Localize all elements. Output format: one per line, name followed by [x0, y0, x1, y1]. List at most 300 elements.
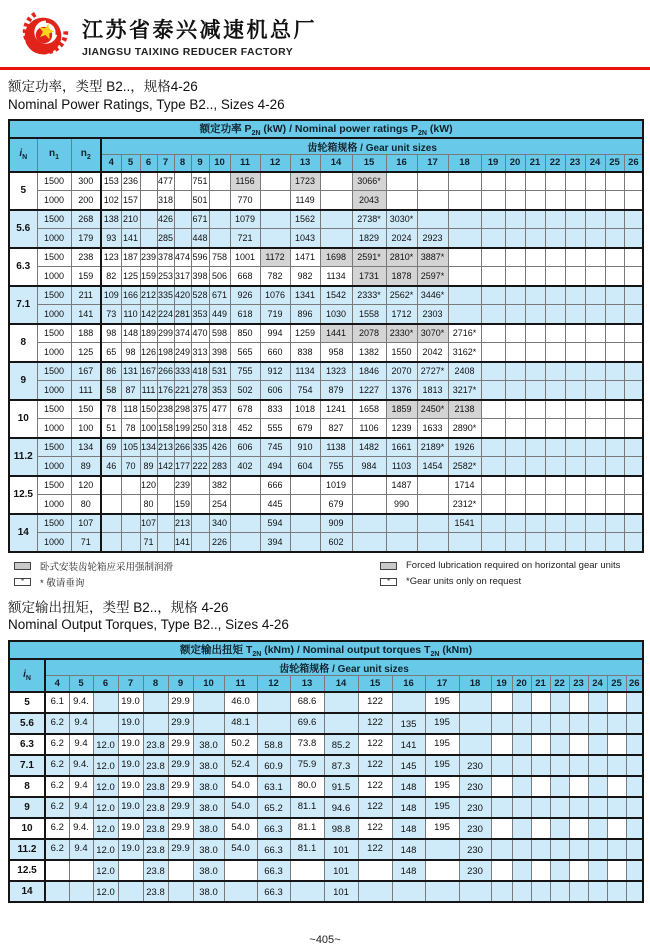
power-cell-size-6: 111: [140, 381, 157, 400]
legend-text: *Gear units only on request: [406, 576, 522, 588]
size-header-13: 13: [290, 155, 320, 172]
power-cell-size-14: 1019: [320, 476, 352, 495]
power-cell-size-11: 402: [230, 457, 260, 476]
power-cell-size-7: 253: [157, 267, 174, 286]
power-cell-size-19: [481, 419, 505, 438]
power-cell-size-6: [140, 229, 157, 248]
size-header-24: 24: [588, 675, 607, 692]
power-cell-size-5: 118: [121, 400, 140, 419]
power-cell-size-7: 378: [157, 248, 174, 267]
power-row-i11.2-n1500: [9, 438, 643, 457]
power-cell-size-12: 660: [260, 343, 290, 362]
power-cell-size-14: 679: [320, 495, 352, 514]
power-cell-size-20: [505, 248, 525, 267]
torque-cell-size-26: [626, 776, 643, 797]
torque-section-title: [0, 591, 650, 640]
power-cell-size-13: 1341: [290, 286, 320, 305]
torque-cell-size-8: 23.8: [143, 755, 168, 776]
power-cell-size-20: [505, 381, 525, 400]
power-cell-size-21: [525, 514, 545, 533]
ratio-cell-14: 14: [9, 514, 37, 552]
power-cell-size-15: [352, 495, 386, 514]
power-cell-size-16: 1103: [386, 457, 417, 476]
torque-cell-size-18: 230: [459, 860, 491, 881]
torque-cell-size-23: [569, 860, 588, 881]
size-header-20: 20: [505, 155, 525, 172]
torque-cell-size-20: [512, 755, 531, 776]
power-cell-size-15: 1829: [352, 229, 386, 248]
n2-cell: 300: [71, 172, 101, 191]
power-cell-size-4: 123: [101, 248, 121, 267]
power-cell-size-15: [352, 514, 386, 533]
power-cell-size-16: 990: [386, 495, 417, 514]
power-cell-size-19: [481, 400, 505, 419]
power-cell-size-25: [605, 267, 624, 286]
power-cell-size-26: [624, 400, 643, 419]
power-cell-size-11: 618: [230, 305, 260, 324]
power-cell-size-23: [565, 362, 585, 381]
ratio-cell-12.5: 12.5: [9, 860, 45, 881]
power-cell-size-4: 82: [101, 267, 121, 286]
n1-cell: 1500: [37, 210, 71, 229]
power-cell-size-19: [481, 533, 505, 552]
power-table-title-row: [9, 120, 643, 138]
torque-cell-size-10: 38.0: [193, 818, 224, 839]
torque-cell-size-9: [168, 881, 193, 902]
torque-cell-size-19: [491, 776, 512, 797]
torque-cell-size-14: 101: [324, 839, 358, 860]
torque-cell-size-21: [531, 839, 550, 860]
input-speed-column-header: $n_1$: [37, 138, 71, 172]
power-cell-size-8: 333: [174, 362, 191, 381]
power-cell-size-21: [525, 324, 545, 343]
power-cell-size-15: 2043: [352, 191, 386, 210]
power-cell-size-23: [565, 248, 585, 267]
torque-cell-size-21: [531, 797, 550, 818]
size-header-6: 6: [140, 155, 157, 172]
ratio-cell-5.6: 5.6: [9, 713, 45, 734]
power-cell-size-10: 671: [209, 286, 230, 305]
power-cell-size-9: 375: [191, 400, 209, 419]
gear-unit-sizes-label: 齿轮箱规格 / Gear unit sizes: [45, 659, 643, 676]
torque-cell-size-19: [491, 860, 512, 881]
torque-cell-size-20: [512, 797, 531, 818]
n1-cell: 1500: [37, 362, 71, 381]
torque-cell-size-5: 9.4: [69, 734, 93, 755]
torque-cell-size-10: [193, 692, 224, 713]
power-cell-size-24: [585, 324, 605, 343]
torque-cell-size-19: [491, 755, 512, 776]
power-cell-size-6: 107: [140, 514, 157, 533]
power-cell-size-4: 98: [101, 324, 121, 343]
torque-cell-size-22: [550, 755, 569, 776]
torque-cell-size-4: 6.2: [45, 734, 69, 755]
power-cell-size-9: 418: [191, 362, 209, 381]
torque-cell-size-7: 19.0: [118, 713, 143, 734]
torque-cell-size-13: 81.1: [290, 818, 324, 839]
torque-cell-size-23: [569, 713, 588, 734]
n1-cell: 1500: [37, 286, 71, 305]
power-cell-size-7: 224: [157, 305, 174, 324]
power-cell-size-16: 2024: [386, 229, 417, 248]
power-cell-size-8: 281: [174, 305, 191, 324]
power-cell-size-18: 3162*: [448, 343, 481, 362]
power-cell-size-11: 502: [230, 381, 260, 400]
torque-cell-size-8: 23.8: [143, 860, 168, 881]
power-cell-size-5: 87: [121, 381, 140, 400]
power-cell-size-25: [605, 191, 624, 210]
torque-cell-size-17: [425, 881, 459, 902]
power-cell-size-6: 71: [140, 533, 157, 552]
power-cell-size-21: [525, 343, 545, 362]
power-cell-size-10: [209, 210, 230, 229]
torque-cell-size-11: 52.4: [224, 755, 257, 776]
power-cell-size-6: 89: [140, 457, 157, 476]
power-cell-size-23: [565, 381, 585, 400]
ratio-column-header: $i_N$: [9, 138, 37, 172]
power-cell-size-10: 226: [209, 533, 230, 552]
torque-size-header-row: [9, 675, 643, 692]
power-cell-size-25: [605, 172, 624, 191]
power-row-i9-n1000: [9, 381, 643, 400]
torque-cell-size-16: [392, 692, 425, 713]
n1-cell: 1500: [37, 514, 71, 533]
power-cell-size-13: 1149: [290, 191, 320, 210]
torque-cell-size-25: [607, 755, 626, 776]
power-cell-size-13: 1562: [290, 210, 320, 229]
power-cell-size-23: [565, 400, 585, 419]
power-cell-size-5: 157: [121, 191, 140, 210]
power-cell-size-16: 1878: [386, 267, 417, 286]
power-cell-size-14: 1698: [320, 248, 352, 267]
power-cell-size-22: [545, 400, 565, 419]
power-cell-size-16: [386, 172, 417, 191]
torque-cell-size-16: 148: [392, 839, 425, 860]
power-row-i12.5-n1500: [9, 476, 643, 495]
power-cell-size-10: 477: [209, 400, 230, 419]
power-cell-size-25: [605, 476, 624, 495]
power-cell-size-26: [624, 438, 643, 457]
brand-text: [82, 14, 317, 58]
legend: [14, 559, 650, 591]
power-cell-size-20: [505, 457, 525, 476]
size-header-23: 23: [569, 675, 588, 692]
torque-cell-size-5: 9.4: [69, 839, 93, 860]
n2-cell: 120: [71, 476, 101, 495]
size-header-15: 15: [358, 675, 392, 692]
power-cell-size-25: [605, 210, 624, 229]
power-cell-size-8: 141: [174, 533, 191, 552]
torque-cell-size-22: [550, 734, 569, 755]
torque-cell-size-8: 23.8: [143, 818, 168, 839]
torque-cell-size-11: 54.0: [224, 776, 257, 797]
torque-cell-size-21: [531, 776, 550, 797]
torque-cell-size-23: [569, 797, 588, 818]
power-cell-size-21: [525, 305, 545, 324]
n1-cell: 1000: [37, 533, 71, 552]
power-cell-size-20: [505, 305, 525, 324]
power-cell-size-15: 1846: [352, 362, 386, 381]
torque-cell-size-13: 73.8: [290, 734, 324, 755]
power-cell-size-26: [624, 419, 643, 438]
size-header-26: 26: [624, 155, 643, 172]
power-cell-size-10: 254: [209, 495, 230, 514]
torque-cell-size-23: [569, 881, 588, 902]
power-cell-size-16: 1859: [386, 400, 417, 419]
power-cell-size-7: [157, 533, 174, 552]
power-cell-size-9: [191, 495, 209, 514]
power-cell-size-11: 721: [230, 229, 260, 248]
output-speed-column-header: $n_2$: [71, 138, 101, 172]
power-cell-size-13: 838: [290, 343, 320, 362]
legend-item-on-request-en: [380, 575, 620, 589]
power-cell-size-17: [417, 191, 448, 210]
power-cell-size-19: [481, 476, 505, 495]
power-cell-size-12: 494: [260, 457, 290, 476]
ratio-cell-5: 5: [9, 692, 45, 713]
power-cell-size-11: 926: [230, 286, 260, 305]
torque-cell-size-8: 23.8: [143, 776, 168, 797]
n1-cell: 1000: [37, 419, 71, 438]
size-header-25: 25: [605, 155, 624, 172]
power-cell-size-23: [565, 343, 585, 362]
power-cell-size-5: 148: [121, 324, 140, 343]
power-cell-size-18: 2138: [448, 400, 481, 419]
torque-cell-size-5: [69, 860, 93, 881]
power-cell-size-7: 335: [157, 286, 174, 305]
legend-right: [380, 559, 620, 591]
power-cell-size-5: 125: [121, 267, 140, 286]
power-cell-size-20: [505, 172, 525, 191]
power-cell-size-23: [565, 457, 585, 476]
torque-cell-size-18: 230: [459, 818, 491, 839]
torque-cell-size-22: [550, 797, 569, 818]
torque-title-en: Nominal Output Torques, Type B2.., Sizes 4-26: [8, 617, 289, 633]
size-header-22: 22: [550, 675, 569, 692]
torque-cell-size-18: [459, 692, 491, 713]
ratio-cell-8: 8: [9, 324, 37, 362]
power-cell-size-14: [320, 229, 352, 248]
n1-cell: 1000: [37, 381, 71, 400]
power-cell-size-18: [448, 267, 481, 286]
torque-cell-size-6: 12.0: [93, 860, 118, 881]
power-cell-size-21: [525, 495, 545, 514]
power-cell-size-5: 98: [121, 343, 140, 362]
torque-cell-size-11: 54.0: [224, 839, 257, 860]
ratio-cell-6.3: 6.3: [9, 734, 45, 755]
size-header-17: 17: [425, 675, 459, 692]
power-cell-size-12: 555: [260, 419, 290, 438]
power-cell-size-4: [101, 533, 121, 552]
power-cell-size-9: [191, 476, 209, 495]
power-cell-size-12: [260, 229, 290, 248]
torque-cell-size-14: 101: [324, 860, 358, 881]
ratio-cell-11.2: 11.2: [9, 438, 37, 476]
power-cell-size-22: [545, 438, 565, 457]
power-cell-size-17: [417, 514, 448, 533]
size-header-9: 9: [191, 155, 209, 172]
power-cell-size-16: 2070: [386, 362, 417, 381]
power-cell-size-13: [290, 495, 320, 514]
power-cell-size-21: [525, 400, 545, 419]
torque-cell-size-21: [531, 881, 550, 902]
power-cell-size-21: [525, 210, 545, 229]
size-header-13: 13: [290, 675, 324, 692]
torque-cell-size-26: [626, 692, 643, 713]
power-cell-size-13: 604: [290, 457, 320, 476]
power-cell-size-22: [545, 267, 565, 286]
power-cell-size-5: 166: [121, 286, 140, 305]
power-cell-size-17: 2597*: [417, 267, 448, 286]
power-cell-size-18: 1926: [448, 438, 481, 457]
n2-cell: 238: [71, 248, 101, 267]
torque-table-body: [9, 692, 643, 902]
power-cell-size-11: 606: [230, 438, 260, 457]
torque-cell-size-6: 12.0: [93, 755, 118, 776]
torque-cell-size-20: [512, 713, 531, 734]
torque-cell-size-22: [550, 818, 569, 839]
power-cell-size-15: [352, 476, 386, 495]
power-cell-size-10: 598: [209, 324, 230, 343]
power-row-i8-n1000: [9, 343, 643, 362]
torque-cell-size-13: [290, 860, 324, 881]
power-cell-size-15: 2078: [352, 324, 386, 343]
power-cell-size-11: 668: [230, 267, 260, 286]
power-cell-size-12: 394: [260, 533, 290, 552]
power-cell-size-16: 1376: [386, 381, 417, 400]
power-cell-size-6: 159: [140, 267, 157, 286]
power-cell-size-17: [417, 476, 448, 495]
torque-cell-size-12: [257, 692, 290, 713]
power-cell-size-4: 46: [101, 457, 121, 476]
n2-cell: 100: [71, 419, 101, 438]
power-cell-size-10: [209, 172, 230, 191]
torque-cell-size-13: 80.0: [290, 776, 324, 797]
power-cell-size-20: [505, 514, 525, 533]
n2-cell: 167: [71, 362, 101, 381]
power-cell-size-22: [545, 419, 565, 438]
power-cell-size-6: 167: [140, 362, 157, 381]
power-cell-size-20: [505, 400, 525, 419]
power-cell-size-24: [585, 514, 605, 533]
power-row-i6.3-n1000: [9, 267, 643, 286]
power-cell-size-14: 755: [320, 457, 352, 476]
power-cell-size-24: [585, 438, 605, 457]
power-cell-size-12: 666: [260, 476, 290, 495]
power-cell-size-23: [565, 267, 585, 286]
power-cell-size-14: 1030: [320, 305, 352, 324]
power-cell-size-18: [448, 286, 481, 305]
power-cell-size-26: [624, 286, 643, 305]
torque-cell-size-4: 6.2: [45, 776, 69, 797]
power-cell-size-20: [505, 362, 525, 381]
torque-cell-size-7: 19.0: [118, 797, 143, 818]
power-cell-size-15: 1482: [352, 438, 386, 457]
power-cell-size-15: [352, 533, 386, 552]
power-cell-size-25: [605, 457, 624, 476]
power-cell-size-25: [605, 514, 624, 533]
torque-cell-size-4: 6.2: [45, 818, 69, 839]
ratio-cell-7.1: 7.1: [9, 286, 37, 324]
torque-row-i5.6: [9, 713, 643, 734]
power-cell-size-16: 1712: [386, 305, 417, 324]
size-header-14: 14: [324, 675, 358, 692]
power-cell-size-24: [585, 400, 605, 419]
power-cell-size-16: 2810*: [386, 248, 417, 267]
torque-cell-size-6: [93, 713, 118, 734]
torque-cell-size-12: 60.9: [257, 755, 290, 776]
power-cell-size-21: [525, 172, 545, 191]
power-cell-size-4: 109: [101, 286, 121, 305]
size-header-22: 22: [545, 155, 565, 172]
power-cell-size-24: [585, 533, 605, 552]
power-cell-size-21: [525, 457, 545, 476]
torque-cell-size-25: [607, 797, 626, 818]
power-cell-size-15: 1227: [352, 381, 386, 400]
torque-title-cn: 额定输出扭矩，类型 B2..，规格 4-26: [8, 599, 229, 615]
torque-cell-size-11: 50.2: [224, 734, 257, 755]
power-cell-size-19: [481, 324, 505, 343]
torque-cell-size-18: 230: [459, 797, 491, 818]
torque-cell-size-22: [550, 881, 569, 902]
power-cell-size-6: 80: [140, 495, 157, 514]
power-cell-size-7: 285: [157, 229, 174, 248]
power-cell-size-18: 2716*: [448, 324, 481, 343]
power-cell-size-14: 827: [320, 419, 352, 438]
power-cell-size-20: [505, 324, 525, 343]
power-cell-size-8: 317: [174, 267, 191, 286]
ratio-cell-14: 14: [9, 881, 45, 902]
size-header-25: 25: [607, 675, 626, 692]
power-cell-size-26: [624, 248, 643, 267]
torque-cell-size-4: 6.2: [45, 839, 69, 860]
torque-cell-size-12: 66.3: [257, 839, 290, 860]
torque-cell-size-6: 12.0: [93, 881, 118, 902]
power-row-i5.6-n1500: [9, 210, 643, 229]
torque-cell-size-22: [550, 713, 569, 734]
power-cell-size-16: 2562*: [386, 286, 417, 305]
power-section-title: [0, 70, 650, 119]
torque-cell-size-18: 230: [459, 755, 491, 776]
torque-cell-size-15: 122: [358, 734, 392, 755]
power-cell-size-22: [545, 381, 565, 400]
torque-cell-size-17: 195: [425, 734, 459, 755]
power-cell-size-20: [505, 533, 525, 552]
torque-cell-size-10: 38.0: [193, 797, 224, 818]
n1-cell: 1000: [37, 343, 71, 362]
gray-cell-swatch-icon: [380, 562, 397, 570]
size-header-5: 5: [121, 155, 140, 172]
torque-cell-size-20: [512, 839, 531, 860]
n1-cell: 1500: [37, 438, 71, 457]
n1-cell: 1500: [37, 248, 71, 267]
power-cell-size-20: [505, 229, 525, 248]
torque-cell-size-21: [531, 734, 550, 755]
power-cell-size-23: [565, 438, 585, 457]
n1-cell: 1500: [37, 476, 71, 495]
legend-text: Forced lubrication required on horizontal gear units: [406, 560, 621, 572]
torque-cell-size-14: [324, 692, 358, 713]
size-header-17: 17: [417, 155, 448, 172]
power-cell-size-11: [230, 514, 260, 533]
torque-cell-size-26: [626, 860, 643, 881]
power-cell-size-21: [525, 286, 545, 305]
torque-cell-size-8: 23.8: [143, 839, 168, 860]
power-cell-size-5: 70: [121, 457, 140, 476]
power-cell-size-5: 105: [121, 438, 140, 457]
power-cell-size-10: 398: [209, 343, 230, 362]
torque-cell-size-24: [588, 881, 607, 902]
